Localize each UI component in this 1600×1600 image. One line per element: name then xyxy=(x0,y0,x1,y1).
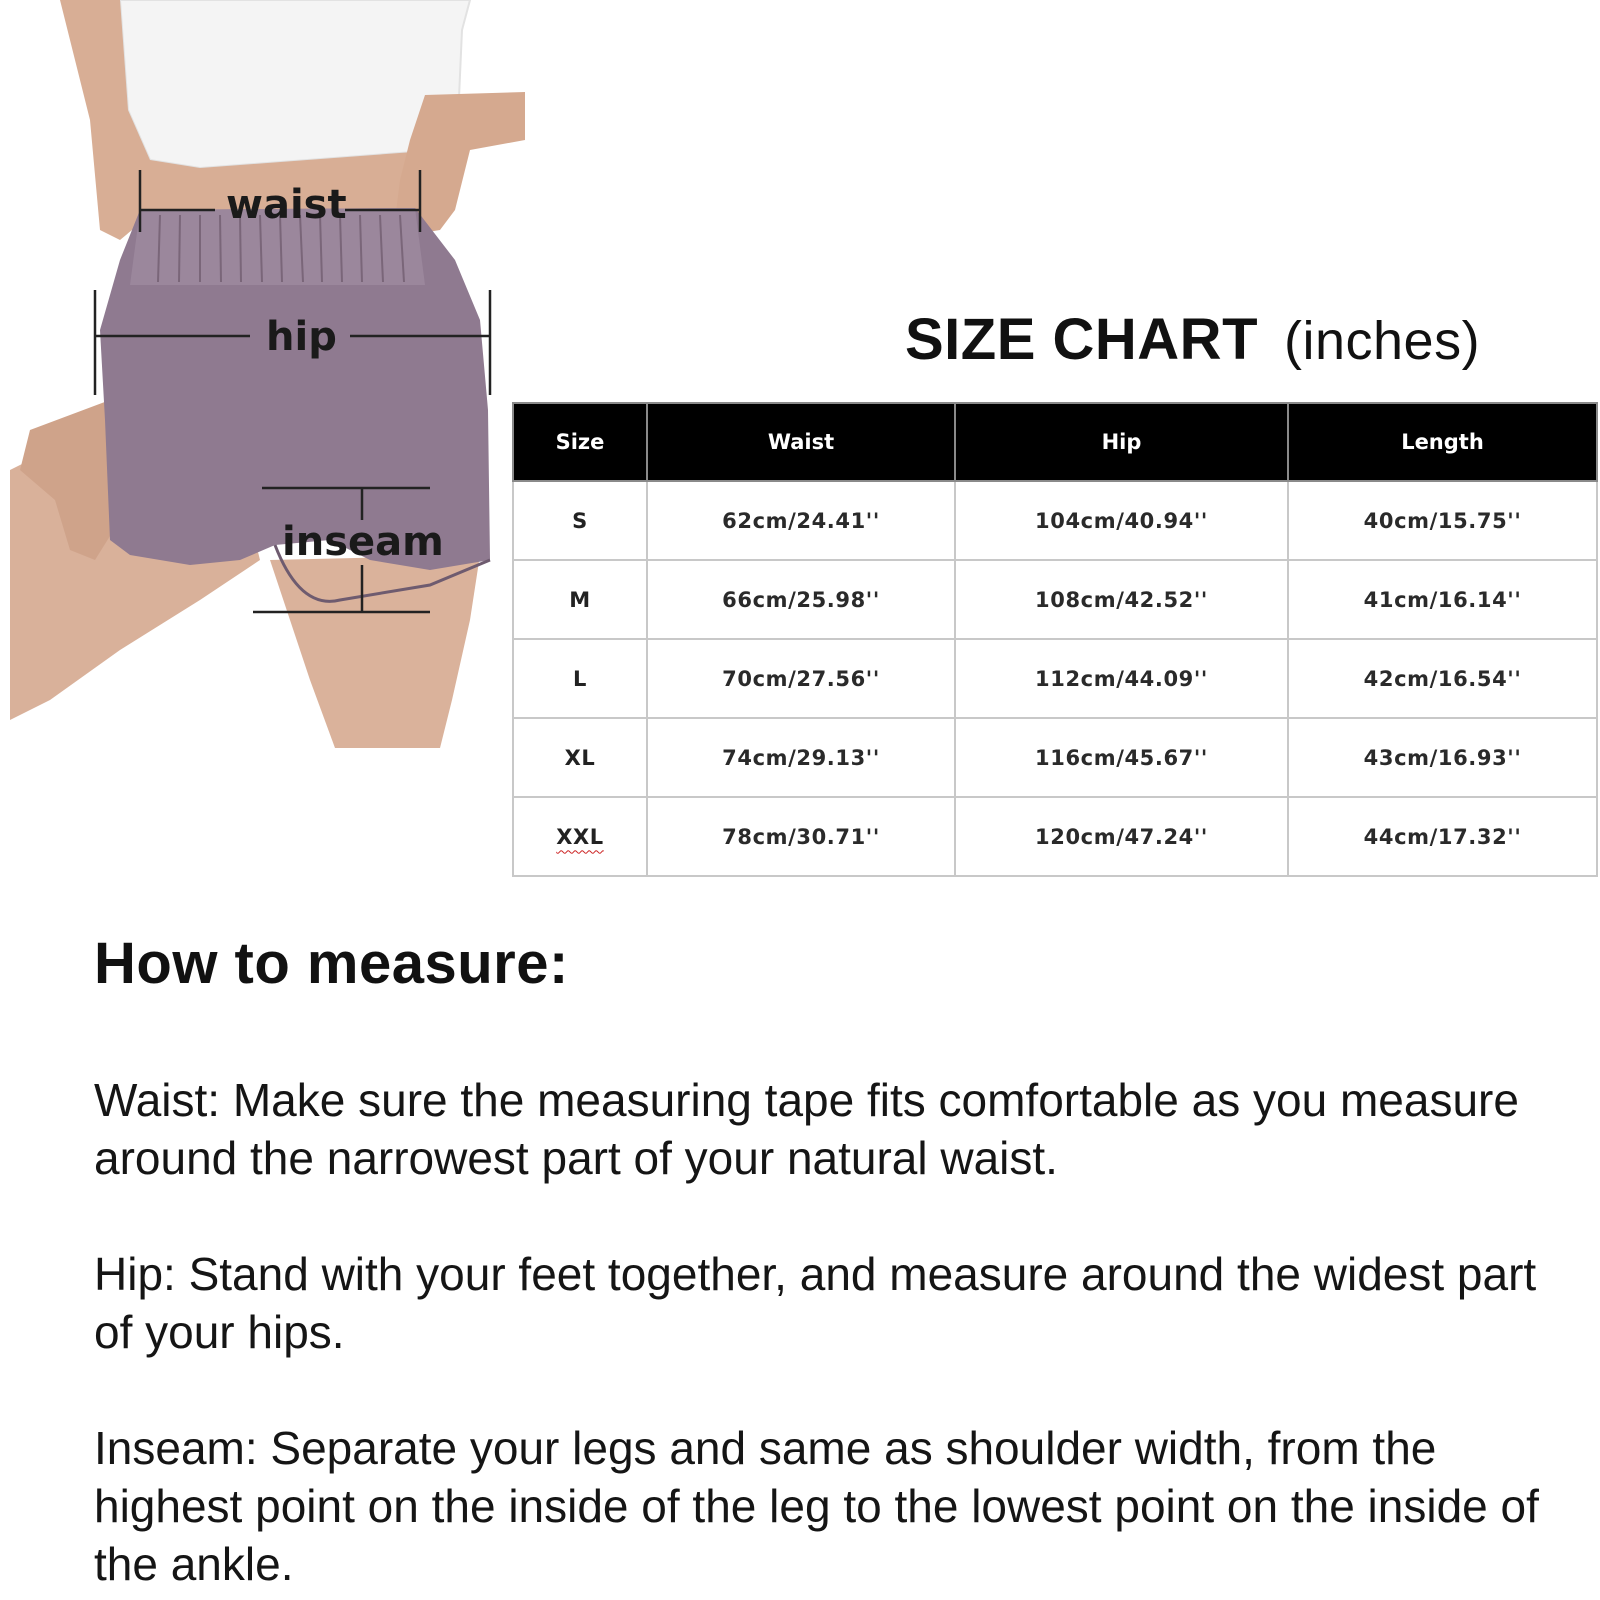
waist-label: waist xyxy=(226,182,347,228)
size-chart-title xyxy=(905,306,1480,373)
hip-instruction: Hip: Stand with your feet together, and measure around the widest part of your hips. xyxy=(94,1248,1537,1358)
size-cell: XL xyxy=(513,718,647,797)
length-cell: 43cm/16.93'' xyxy=(1288,718,1597,797)
size-cell: L xyxy=(513,639,647,718)
length-cell: 42cm/16.54'' xyxy=(1288,639,1597,718)
length-cell: 41cm/16.14'' xyxy=(1288,560,1597,639)
hip-label: hip xyxy=(266,314,337,360)
size-cell xyxy=(513,797,647,876)
table-row xyxy=(513,560,1597,639)
how-to-measure-heading: How to measure: xyxy=(94,931,569,996)
size-cell: S xyxy=(513,481,647,560)
size-chart-unit: (inches) xyxy=(1284,311,1481,371)
size-table-header-row xyxy=(513,403,1597,481)
hip-cell: 116cm/45.67'' xyxy=(955,718,1288,797)
inseam-label: inseam xyxy=(282,519,444,565)
hip-cell: 108cm/42.52'' xyxy=(955,560,1288,639)
column-header-waist: Waist xyxy=(647,403,955,481)
length-cell: 44cm/17.32'' xyxy=(1288,797,1597,876)
hip-cell: 104cm/40.94'' xyxy=(955,481,1288,560)
hip-cell: 112cm/44.09'' xyxy=(955,639,1288,718)
table-row xyxy=(513,639,1597,718)
waist-cell: 62cm/24.41'' xyxy=(647,481,955,560)
waist-cell: 74cm/29.13'' xyxy=(647,718,955,797)
waist-cell: 70cm/27.56'' xyxy=(647,639,955,718)
size-xxl-text: XXL xyxy=(556,824,604,849)
column-header-hip: Hip xyxy=(955,403,1288,481)
right-leg xyxy=(270,555,480,748)
table-row xyxy=(513,797,1597,876)
shorts-figure xyxy=(0,0,530,760)
column-header-size: Size xyxy=(513,403,647,481)
size-chart-title-text: SIZE CHART xyxy=(905,307,1258,372)
shorts-measurement-illustration xyxy=(0,0,530,760)
length-cell: 40cm/15.75'' xyxy=(1288,481,1597,560)
hip-cell: 120cm/47.24'' xyxy=(955,797,1288,876)
table-row xyxy=(513,718,1597,797)
waist-cell: 78cm/30.71'' xyxy=(647,797,955,876)
waist-cell: 66cm/25.98'' xyxy=(647,560,955,639)
column-header-length: Length xyxy=(1288,403,1597,481)
waist-instruction: Waist: Make sure the measuring tape fits comfortable as you measure around the narrowest part of your natural waist. xyxy=(94,1074,1519,1184)
size-table xyxy=(512,402,1598,877)
inseam-instruction: Inseam: Separate your legs and same as shoulder width, from the highest point on the inside of the leg to the lowest point on the inside of the ankle. xyxy=(94,1422,1539,1590)
table-row xyxy=(513,481,1597,560)
size-cell: M xyxy=(513,560,647,639)
